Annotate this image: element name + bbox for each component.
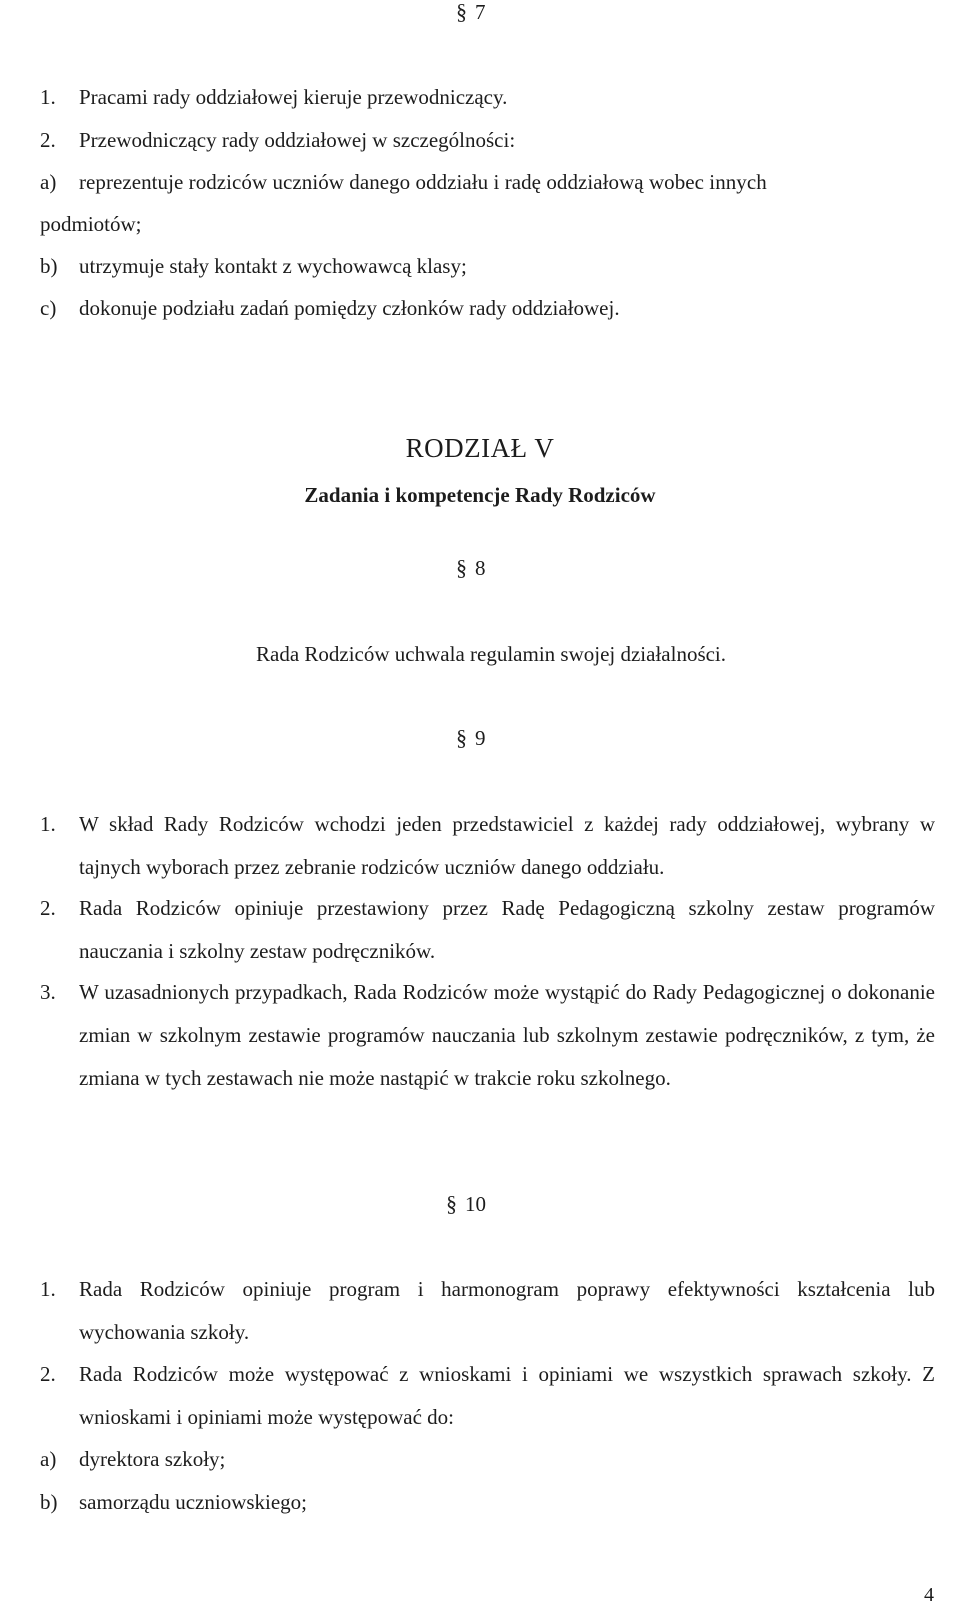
- section-sign: §: [456, 0, 467, 24]
- list-number: 1.: [40, 812, 56, 836]
- list-item-text: W uzasadnionych przypadkach, Rada Rodziców może wystąpić do Rady Pedagogicznej o dokonanie zmian w szkolnym zestawie programów nauczania lub szkolnym zestawie podręczników, z tym, że zmiana w tych zestawach nie może nastąpić w trakcie roku szkolnego.: [79, 980, 935, 1090]
- section-sign: §: [456, 725, 467, 750]
- section-heading-8: [456, 555, 486, 581]
- chapter-subtitle: Zadania i kompetencje Rady Rodziców: [304, 483, 656, 507]
- list-item-text: Rada Rodziców może występować z wnioskami i opiniami we wszystkich sprawach szkoły. Z wnioskami i opiniami może występować do:: [79, 1362, 935, 1429]
- section-heading-7: [456, 0, 486, 25]
- section-number: 10: [465, 1192, 486, 1216]
- sublist-item-text: dyrektora szkoły;: [79, 1447, 226, 1471]
- list-item-text: Pracami rady oddziałowej kieruje przewodniczący.: [79, 85, 508, 109]
- section-sign: §: [446, 1191, 457, 1216]
- section-sign: §: [456, 555, 467, 580]
- list-item-text: Rada Rodziców opiniuje przestawiony przez Radę Pedagogiczną szkolny zestaw programów nauczania i szkolny zestaw podręczników.: [79, 896, 935, 963]
- chapter-title: RODZIAŁ V: [405, 433, 555, 463]
- section-heading-9: [456, 725, 486, 751]
- list-item-text: Rada Rodziców opiniuje program i harmonogram poprawy efektywności kształcenia lub wychowania szkoły.: [79, 1277, 935, 1344]
- list-number: 2.: [40, 128, 56, 152]
- sublist-item-text: samorządu uczniowskiego;: [79, 1490, 308, 1514]
- page-number: 4: [924, 1584, 934, 1606]
- sublist-letter: a): [40, 170, 57, 194]
- sublist-letter: c): [40, 296, 57, 320]
- section-number: 7: [475, 0, 486, 24]
- sublist-item-continuation: podmiotów;: [40, 212, 142, 236]
- section-number: 8: [475, 556, 486, 580]
- list-item-text: W skład Rady Rodziców wchodzi jeden przedstawiciel z każdej rady oddziałowej, wybrany w tajnych wyborach przez zebranie rodziców uczniów danego oddziału.: [79, 812, 935, 879]
- sublist-item-text: dokonuje podziału zadań pomiędzy członków rady oddziałowej.: [79, 296, 620, 320]
- list-number: 1.: [40, 1277, 56, 1301]
- list-number: 2.: [40, 896, 56, 920]
- list-number: 1.: [40, 85, 56, 109]
- paragraph: Rada Rodziców uchwala regulamin swojej działalności.: [256, 642, 727, 666]
- list-number: 2.: [40, 1362, 56, 1386]
- sublist-letter: b): [40, 1490, 58, 1514]
- sublist-item-text: utrzymuje stały kontakt z wychowawcą klasy;: [79, 254, 467, 278]
- section-number: 9: [475, 726, 486, 750]
- list-item-text: Przewodniczący rady oddziałowej w szczególności:: [79, 128, 516, 152]
- sublist-item-text: reprezentuje rodziców uczniów danego oddziału i radę oddziałową wobec innych: [79, 170, 767, 194]
- sublist-letter: a): [40, 1447, 57, 1471]
- sublist-letter: b): [40, 254, 58, 278]
- list-number: 3.: [40, 980, 56, 1004]
- section-heading-10: [446, 1191, 486, 1217]
